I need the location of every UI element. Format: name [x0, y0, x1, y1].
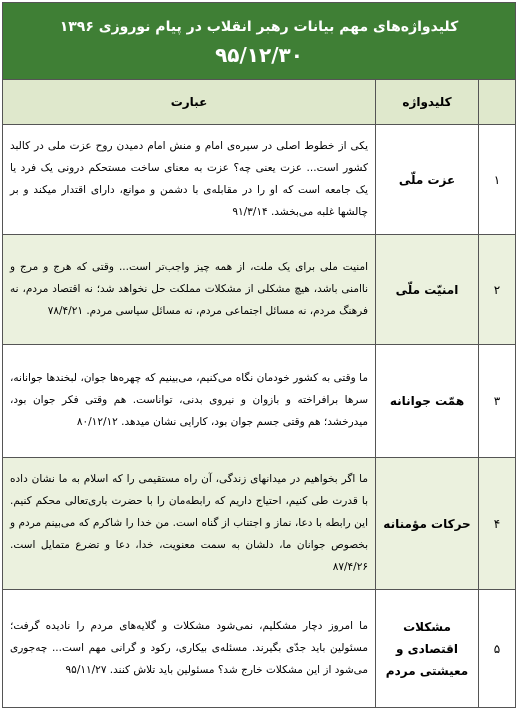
table-row	[3, 345, 516, 458]
row-keyword: عزت ملّی	[376, 125, 479, 235]
row-text: یکی از خطوط اصلی در سیره‌ی امام و منش امام دمیدن روح عزت ملی در کالبد کشور است... عزت یعنی چه؟ عزت به معنای ساخت مستحکم درونی یک فرد یا یک جامعه است که او را در مقابله‌ی با دشمن و موانع، دارای اقتدار میکند و بر چالشها غلبه می‌بخشد. ۹۱/۳/۱۴	[3, 125, 376, 235]
table-row	[3, 125, 516, 235]
row-keyword: حرکات مؤمنانه	[376, 458, 479, 590]
row-number: ۲	[479, 235, 516, 345]
row-number: ۱	[479, 125, 516, 235]
row-keyword: امنیّت ملّی	[376, 235, 479, 345]
row-number: ۳	[479, 345, 516, 458]
header-phrase: عبارت	[3, 80, 376, 125]
header-row	[3, 80, 516, 125]
row-keyword: همّت جوانانه	[376, 345, 479, 458]
title-cell	[3, 3, 516, 80]
header-number	[479, 80, 516, 125]
row-number: ۵	[479, 590, 516, 708]
document-title: کلیدواژه‌های مهم بیانات رهبر انقلاب در پیام نوروزی ۱۳۹۶	[59, 19, 459, 35]
keywords-document	[2, 2, 516, 718]
row-text: ما امروز دچار مشکلیم، نمی‌شود مشکلات و گلایه‌های مردم را نادیده گرفت؛ مسئولین باید جدّی بگیرند. مسئله‌ی بیکاری، رکود و گرانی مهم است... چه‌جوری می‌شود از این مشکلات خارج شد؟ مسئولین باید تلاش کنند. ۹۵/۱۱/۲۷	[3, 590, 376, 708]
keywords-table	[2, 2, 516, 708]
header-keyword: کلیدواژه	[376, 80, 479, 125]
table-row	[3, 235, 516, 345]
row-number: ۴	[479, 458, 516, 590]
document-date: ۹۵/۱۲/۳۰	[215, 43, 303, 67]
row-keyword: مشکلات اقتصادی و معیشتی مردم	[376, 590, 479, 708]
table-row	[3, 590, 516, 708]
table-row	[3, 458, 516, 590]
title-row	[3, 3, 516, 80]
row-text: ما وقتی به کشور خودمان نگاه می‌کنیم، می‌بینیم که چهره‌ها جوان، لبخندها جوانانه، سرها برافراخته و بازوان و نیروی بدنی، توانا‌ست. هم وقتی فکر جوان بود، میدرخشد؛ هم وقتی جسم جوان بود، کارایی نشان میدهد. ۸۰/۱۲/۱۲	[3, 345, 376, 458]
row-text: امنیت ملی برای یک ملت، از همه چیز واجب‌تر است... وقتی که هرج و مرج و ناامنی باشد، هیچ مشکلی از مشکلات مملکت حل نخواهد شد؛ نه اقتصاد مردم، نه فرهنگ مردم، نه مسائل اجتماعی مردم، نه مسائل سیاسی مردم. ۷۸/۴/۲۱	[3, 235, 376, 345]
row-text: ما اگر بخواهیم در میدانهای زندگی، آن راه مستقیمی را که اسلام به ما نشان داده با قدرت طی کنیم، احتیاج داریم که رابطه‌مان را با حضرت باری‌تعالی محکم کنیم. این رابطه با دعا، نماز و اجتناب از گناه است. من خدا را شاکرم که می‌بینم مردم و بخصوص جوانان ما، دلشان به سمت معنویت، خدا، دعا و تضرع متمایل است. ۸۷/۴/۲۶	[3, 458, 376, 590]
